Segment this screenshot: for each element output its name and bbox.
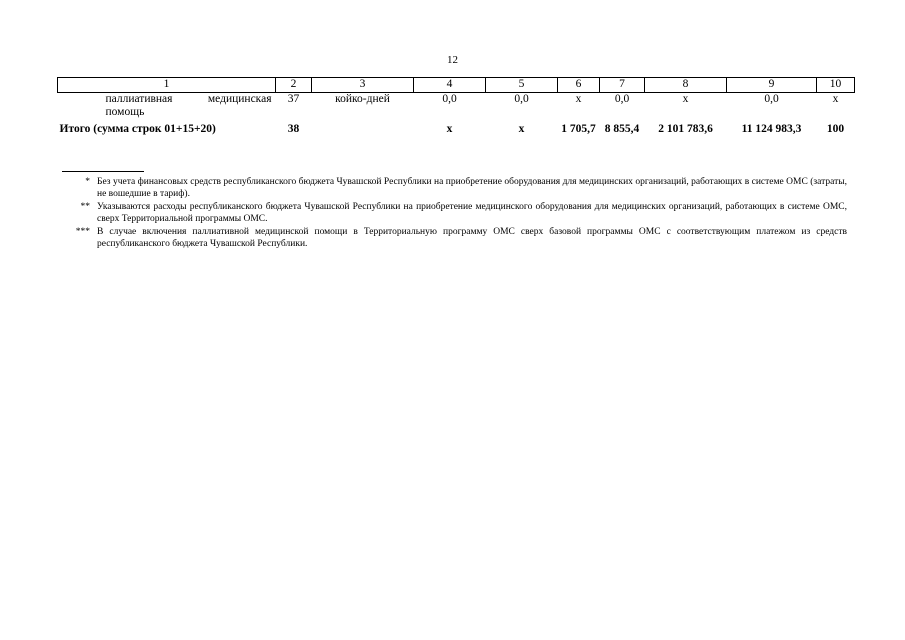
table-cell: 37 [287,93,300,105]
table-cell: 0,0 [764,93,779,105]
table-cell: 1 705,7 [561,123,596,135]
footnote-text: Без учета финансовых средств республиканского бюджета Чувашской Республики на приобретение оборудования для медицинских организаций, работающих в системе ОМС (затраты, не вошедшие в тариф). [97,177,847,200]
cost-table [57,77,855,136]
column-header: 5 [486,78,558,93]
table-cell [312,119,414,136]
column-header: 3 [312,78,414,93]
table-cell: 2 101 783,6 [658,123,713,135]
footnote [62,226,847,251]
column-header: 4 [414,78,486,93]
table-cell: 0,0 [442,93,457,105]
table-cell: x [682,93,689,105]
column-header: 8 [645,78,727,93]
column-header: 10 [817,78,855,93]
footnote [62,176,847,201]
table-cell: 38 [287,123,300,135]
footnote-mark: *** [75,226,90,237]
table-header-row [58,78,855,93]
table-cell: 11 124 983,3 [741,123,802,135]
table-cell: x [832,93,839,105]
footnote-separator [62,171,144,172]
table-cell: 8 855,4 [604,123,640,135]
total-label: Итого (сумма строк 01+15+20) [59,123,216,135]
column-header: 9 [727,78,817,93]
table-cell: 100 [826,123,845,135]
table-cell: x [446,123,453,135]
column-header: 1 [58,78,276,93]
table-row [58,93,855,120]
table-cell: койко-дней [335,93,390,105]
column-header: 2 [276,78,312,93]
column-header: 7 [600,78,645,93]
table-cell: 0,0 [614,93,630,105]
footnote-text: Указываются расходы республиканского бюджета Чувашской Республики на приобретение медицинского оборудования для медицинских организаций, работающих в системе ОМС, сверх Территориальной программы ОМС. [97,201,847,225]
footnote-mark: * [85,177,90,187]
footnote-mark: ** [80,201,90,212]
footnotes [62,176,847,250]
table-cell: x [575,93,582,105]
row-name: паллиативная медицинская помощь [105,93,272,118]
footnote-text: В случае включения паллиативной медицинской помощи в Территориальную программу ОМС сверх базовой программы ОМС с соответствующим платежом из средств республиканского бюджета Чувашской Республики. [97,226,847,250]
total-row [58,119,855,136]
column-header: 6 [558,78,600,93]
table-cell: x [518,123,525,135]
footnote [62,201,847,226]
table-cell: 0,0 [514,93,529,105]
page-number: 12 [447,54,458,66]
